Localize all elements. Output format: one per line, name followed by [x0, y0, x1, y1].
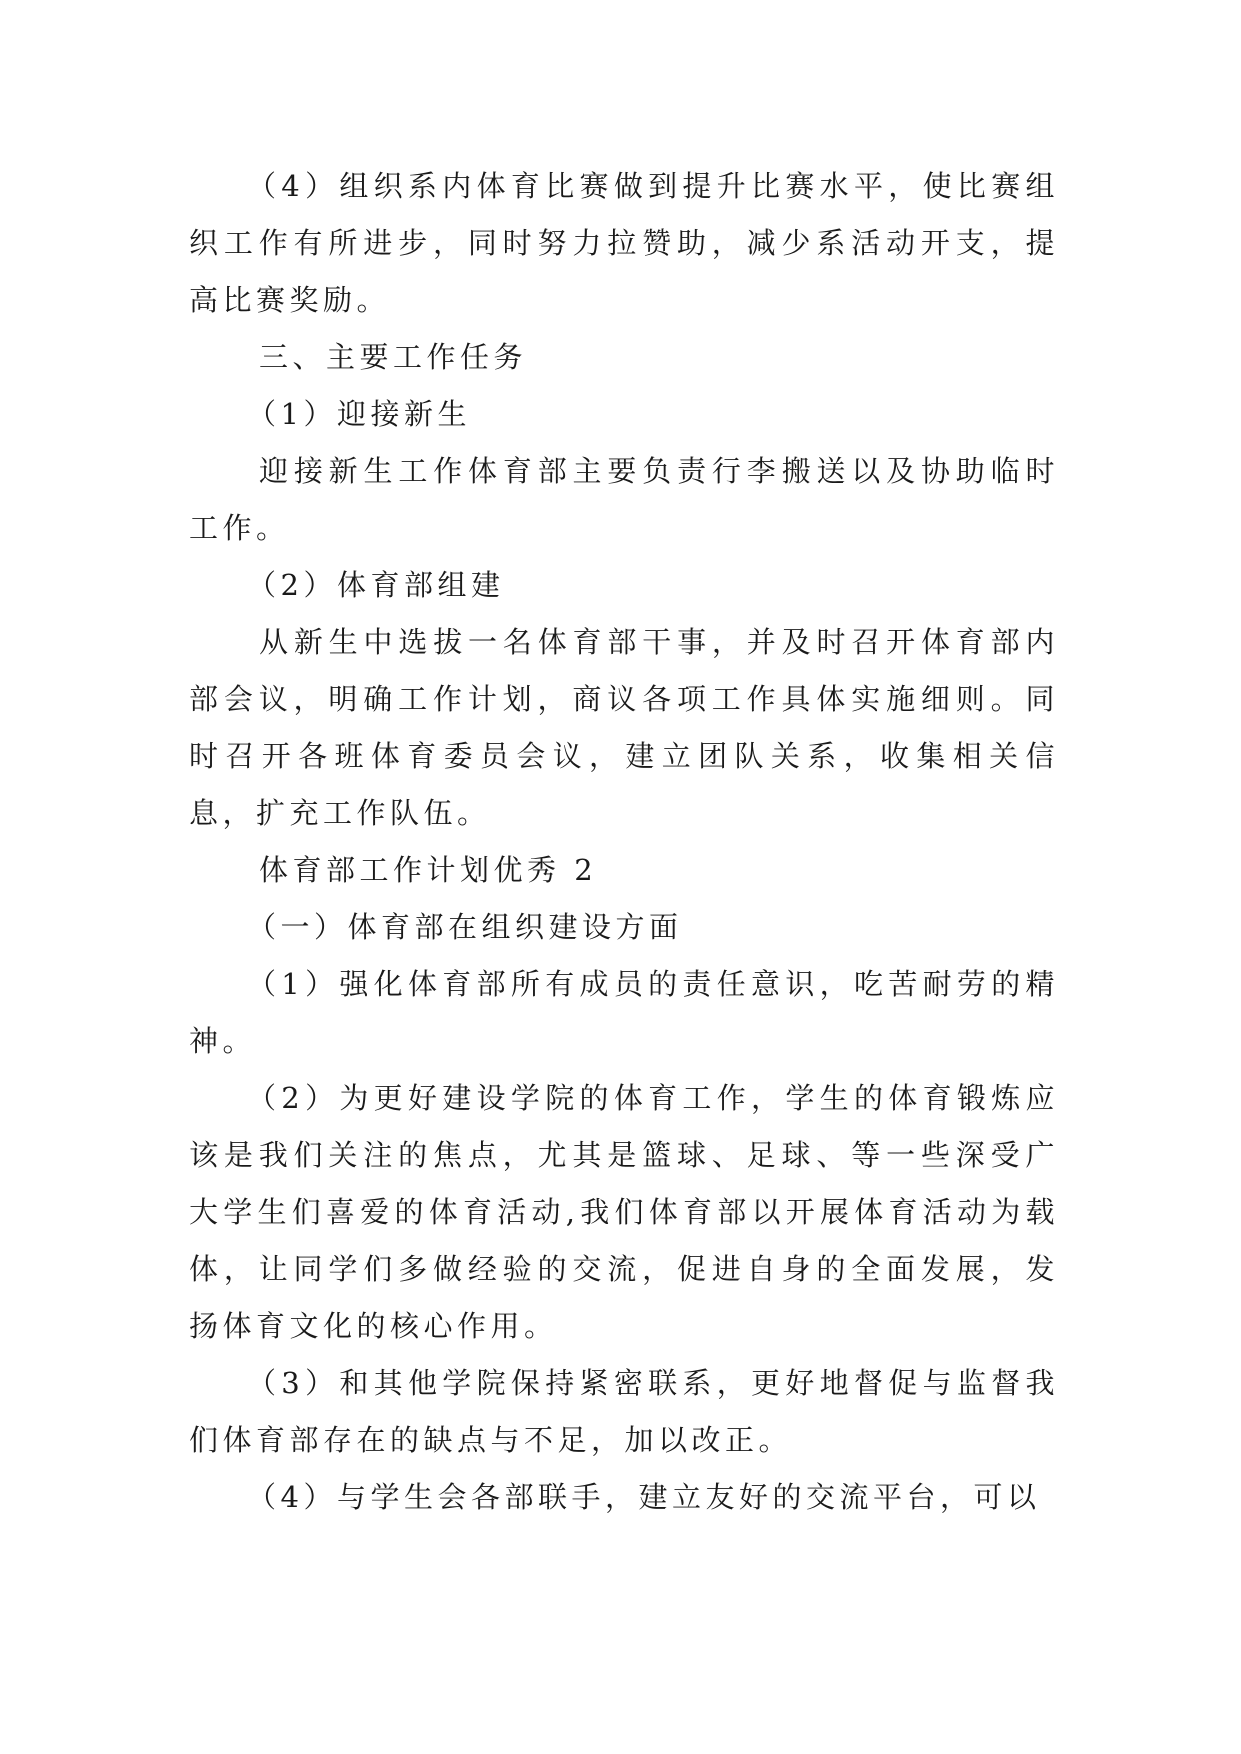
paragraph-department-formation: 从新生中选拔一名体育部干事，并及时召开体育部内部会议，明确工作计划，商议各项工作具体实施细则。同时召开各班体育委员会议，建立团队关系，收集相关信息，扩充工作队伍。: [189, 625, 1059, 830]
document-body: [189, 158, 1059, 1526]
section-heading-main-tasks: 三、主要工作任务: [259, 340, 528, 374]
subheading-welcome-freshmen: （1）迎接新生: [247, 397, 471, 431]
section-heading-plan-2: 体育部工作计划优秀 2: [259, 853, 598, 887]
paragraph-welcome-freshmen: 迎接新生工作体育部主要负责行李搬送以及协助临时工作。: [189, 454, 1059, 545]
paragraph-item-1-responsibility: （1）强化体育部所有成员的责任意识，吃苦耐劳的精神。: [189, 967, 1059, 1058]
subheading-organization-building: （一）体育部在组织建设方面: [247, 910, 683, 944]
paragraph-item-2-sports-work: （2）为更好建设学院的体育工作，学生的体育锻炼应该是我们关注的焦点，尤其是篮球、足球、等一些深受广大学生们喜爱的体育活动,我们体育部以开展体育活动为载体，让同学们多做经验的交流，促进自身的全面发展，发扬体育文化的核心作用。: [189, 1081, 1059, 1343]
paragraph-item-4-platform: （4）与学生会各部联手，建立友好的交流平台，可以: [247, 1480, 1041, 1514]
subheading-department-formation: （2）体育部组建: [247, 568, 505, 602]
paragraph-item-4-competitions: （4）组织系内体育比赛做到提升比赛水平，使比赛组织工作有所进步，同时努力拉赞助，减少系活动开支，提高比赛奖励。: [189, 169, 1059, 317]
paragraph-item-3-contact: （3）和其他学院保持紧密联系，更好地督促与监督我们体育部存在的缺点与不足，加以改正。: [189, 1366, 1059, 1457]
